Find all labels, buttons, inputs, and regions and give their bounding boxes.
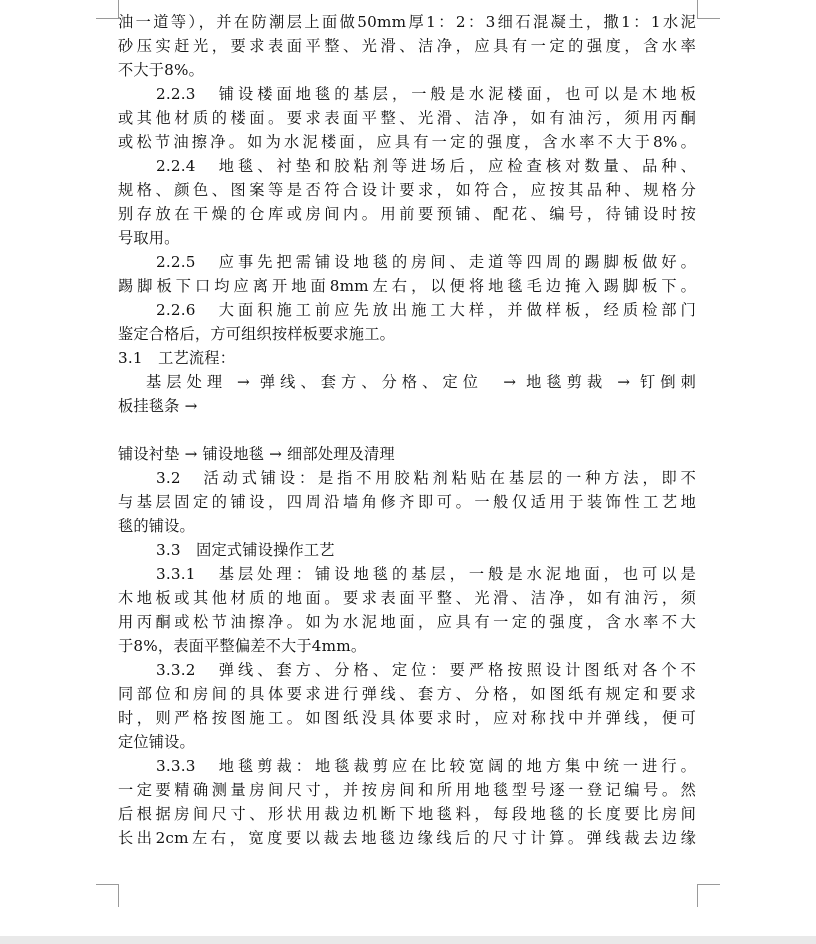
text-line: 于8%，表面平整偏差不大于4mm。 xyxy=(118,637,367,655)
text-line: 定位铺设。 xyxy=(118,733,195,751)
text-line: 毯的铺设。 xyxy=(118,517,195,535)
page-gap xyxy=(0,936,816,944)
text-line: 2.2.6 大面积施工前应先放出施工大样，并做样板，经质检部门 xyxy=(156,301,696,319)
text-line: 用丙酮或松节油擦净。如为水泥地面，应具有一定的强度，含水率不大 xyxy=(118,613,696,631)
text-line: 别存放在干燥的仓库或房间内。用前要预铺、配花、编号，待铺设时按 xyxy=(118,205,696,223)
section-heading: 3.1 工艺流程： xyxy=(118,349,236,367)
blank-line xyxy=(118,418,696,442)
text-line: 同部位和房间的具体要求进行弹线、套方、分格，如图纸有规定和要求 xyxy=(118,685,696,703)
text-line: 3.3.2 弹线、套方、分格、定位：要严格按照设计图纸对各个不 xyxy=(156,661,696,679)
text-line: 长出2cm左右，宽度要以裁去地毯边缘线后的尺寸计算。弹线裁去边缘 xyxy=(118,829,696,847)
text-line: 与基层固定的铺设，四周沿墙角修齐即可。一般仅适用于装饰性工艺地 xyxy=(118,493,696,511)
text-line: 或其他材质的楼面。要求表面平整、光滑、洁净，如有油污，须用丙酮 xyxy=(118,109,696,127)
text-line: 时，则严格按图施工。如图纸没具体要求时，应对称找中并弹线，便可 xyxy=(118,709,696,727)
text-line: 鉴定合格后，方可组织按样板要求施工。 xyxy=(118,325,395,343)
text-line: 2.2.3 铺设楼面地毯的基层，一般是水泥楼面，也可以是木地板 xyxy=(156,85,696,103)
process-flow-line: 板挂毯条 → xyxy=(118,397,198,415)
page-corner-mark-bottom-right xyxy=(697,884,720,907)
text-line: 3.3.1 基层处理：铺设地毯的基层，一般是水泥地面，也可以是 xyxy=(156,565,696,583)
text-line: 号取用。 xyxy=(118,229,180,247)
document-body xyxy=(118,10,696,850)
text-line: 踢脚板下口均应离开地面8mm左右，以便将地毯毛边掩入踢脚板下。 xyxy=(118,277,696,295)
text-line: 3.3.3 地毯剪裁：地毯裁剪应在比较宽阔的地方集中统一进行。 xyxy=(156,757,696,775)
process-flow-line: 铺设衬垫 → 铺设地毯 → 细部处理及清理 xyxy=(118,445,395,463)
text-line: 2.2.5 应事先把需铺设地毯的房间、走道等四周的踢脚板做好。 xyxy=(156,253,696,271)
text-line: 后根据房间尺寸、形状用裁边机断下地毯料，每段地毯的长度要比房间 xyxy=(118,805,696,823)
page-corner-mark-top-right xyxy=(697,0,720,19)
process-flow-line: 基层处理 → 弹线、套方、分格、定位 → 地毯剪裁 → 钉倒刺 xyxy=(146,373,696,391)
section-heading: 3.3 固定式铺设操作工艺 xyxy=(156,541,335,559)
page-corner-mark-top-left xyxy=(96,0,119,19)
page-corner-mark-bottom-left xyxy=(96,884,119,907)
text-line: 一定要精确测量房间尺寸，并按房间和所用地毯型号逐一登记编号。然 xyxy=(118,781,696,799)
text-line: 砂压实赶光，要求表面平整、光滑、洁净，应具有一定的强度，含水率 xyxy=(118,37,696,55)
text-line: 2.2.4 地毯、衬垫和胶粘剂等进场后，应检查核对数量、品种、 xyxy=(156,157,696,175)
text-line: 规格、颜色、图案等是否符合设计要求，如符合，应按其品种、规格分 xyxy=(118,181,696,199)
text-line: 不大于8%。 xyxy=(118,61,205,79)
text-line: 油一道等），并在防潮层上面做50mm厚1：2：3细石混凝土，撒1：1水泥 xyxy=(118,13,696,31)
text-line: 木地板或其他材质的地面。要求表面平整、光滑、洁净，如有油污，须 xyxy=(118,589,696,607)
text-line: 或松节油擦净。如为水泥楼面，应具有一定的强度，含水率不大于8%。 xyxy=(118,133,696,151)
text-line: 3.2 活动式铺设：是指不用胶粘剂粘贴在基层的一种方法，即不 xyxy=(156,469,696,487)
